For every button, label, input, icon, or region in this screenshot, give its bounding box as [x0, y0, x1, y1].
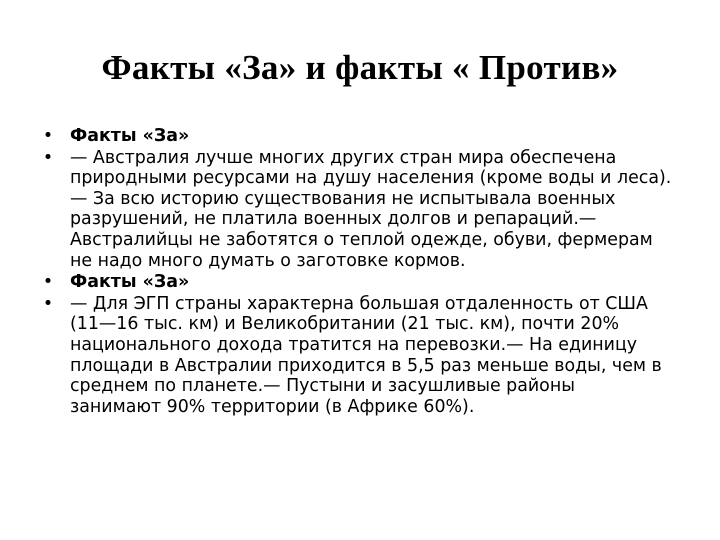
- bullet-text-line: (11—16 тыс. км) и Великобритании (21 тыс. км), почти 20%: [70, 314, 620, 335]
- bullet-dot-icon: •: [42, 293, 54, 314]
- bullet-text-line: площади в Австралии приходится в 5,5 раз меньше воды, чем в: [70, 355, 662, 376]
- bullet-text-line: среднем по планете.— Пустыни и засушливые районы: [70, 376, 575, 397]
- bullet-text-line: Факты «За»: [70, 126, 190, 146]
- bullet-text-line: природными ресурсами на душу населения (кроме воды и леса).: [70, 168, 672, 189]
- bullet-text-line: — Для ЭГП страны характерна большая отдаленность от США: [70, 293, 648, 314]
- bullet-item-australia-advantages: [40, 148, 690, 272]
- bullet-text-line: — Австралия лучше многих других стран мира обеспечена: [70, 147, 617, 168]
- bullet-text-line: Факты «За»: [70, 272, 190, 293]
- bullet-text-line: не надо много думать о заготовке кормов.: [70, 250, 466, 271]
- bullet-text-line: — За всю историю существования не испытывала военных: [70, 188, 616, 209]
- bullet-text-line: занимают 90% территории (в Африке 60%).: [70, 396, 475, 417]
- bullet-text-line: Австралийцы не заботятся о теплой одежде, обуви, фермерам: [70, 229, 653, 250]
- bullet-item-facts-for-heading-1: [40, 126, 690, 147]
- bullet-dot-icon: •: [42, 272, 54, 293]
- slide-title: Факты «За» и факты « Против»: [101, 48, 619, 87]
- bullet-text-line: разрушений, не платила военных долгов и репараций.—: [70, 209, 597, 230]
- bullet-list: [40, 126, 690, 418]
- bullet-item-facts-for-heading-2: [40, 272, 690, 293]
- bullet-dot-icon: •: [42, 126, 54, 146]
- bullet-item-australia-disadvantages: [40, 294, 690, 418]
- bullet-dot-icon: •: [42, 147, 54, 168]
- bullet-text-line: национального дохода тратится на перевозки.— На единицу: [70, 334, 638, 355]
